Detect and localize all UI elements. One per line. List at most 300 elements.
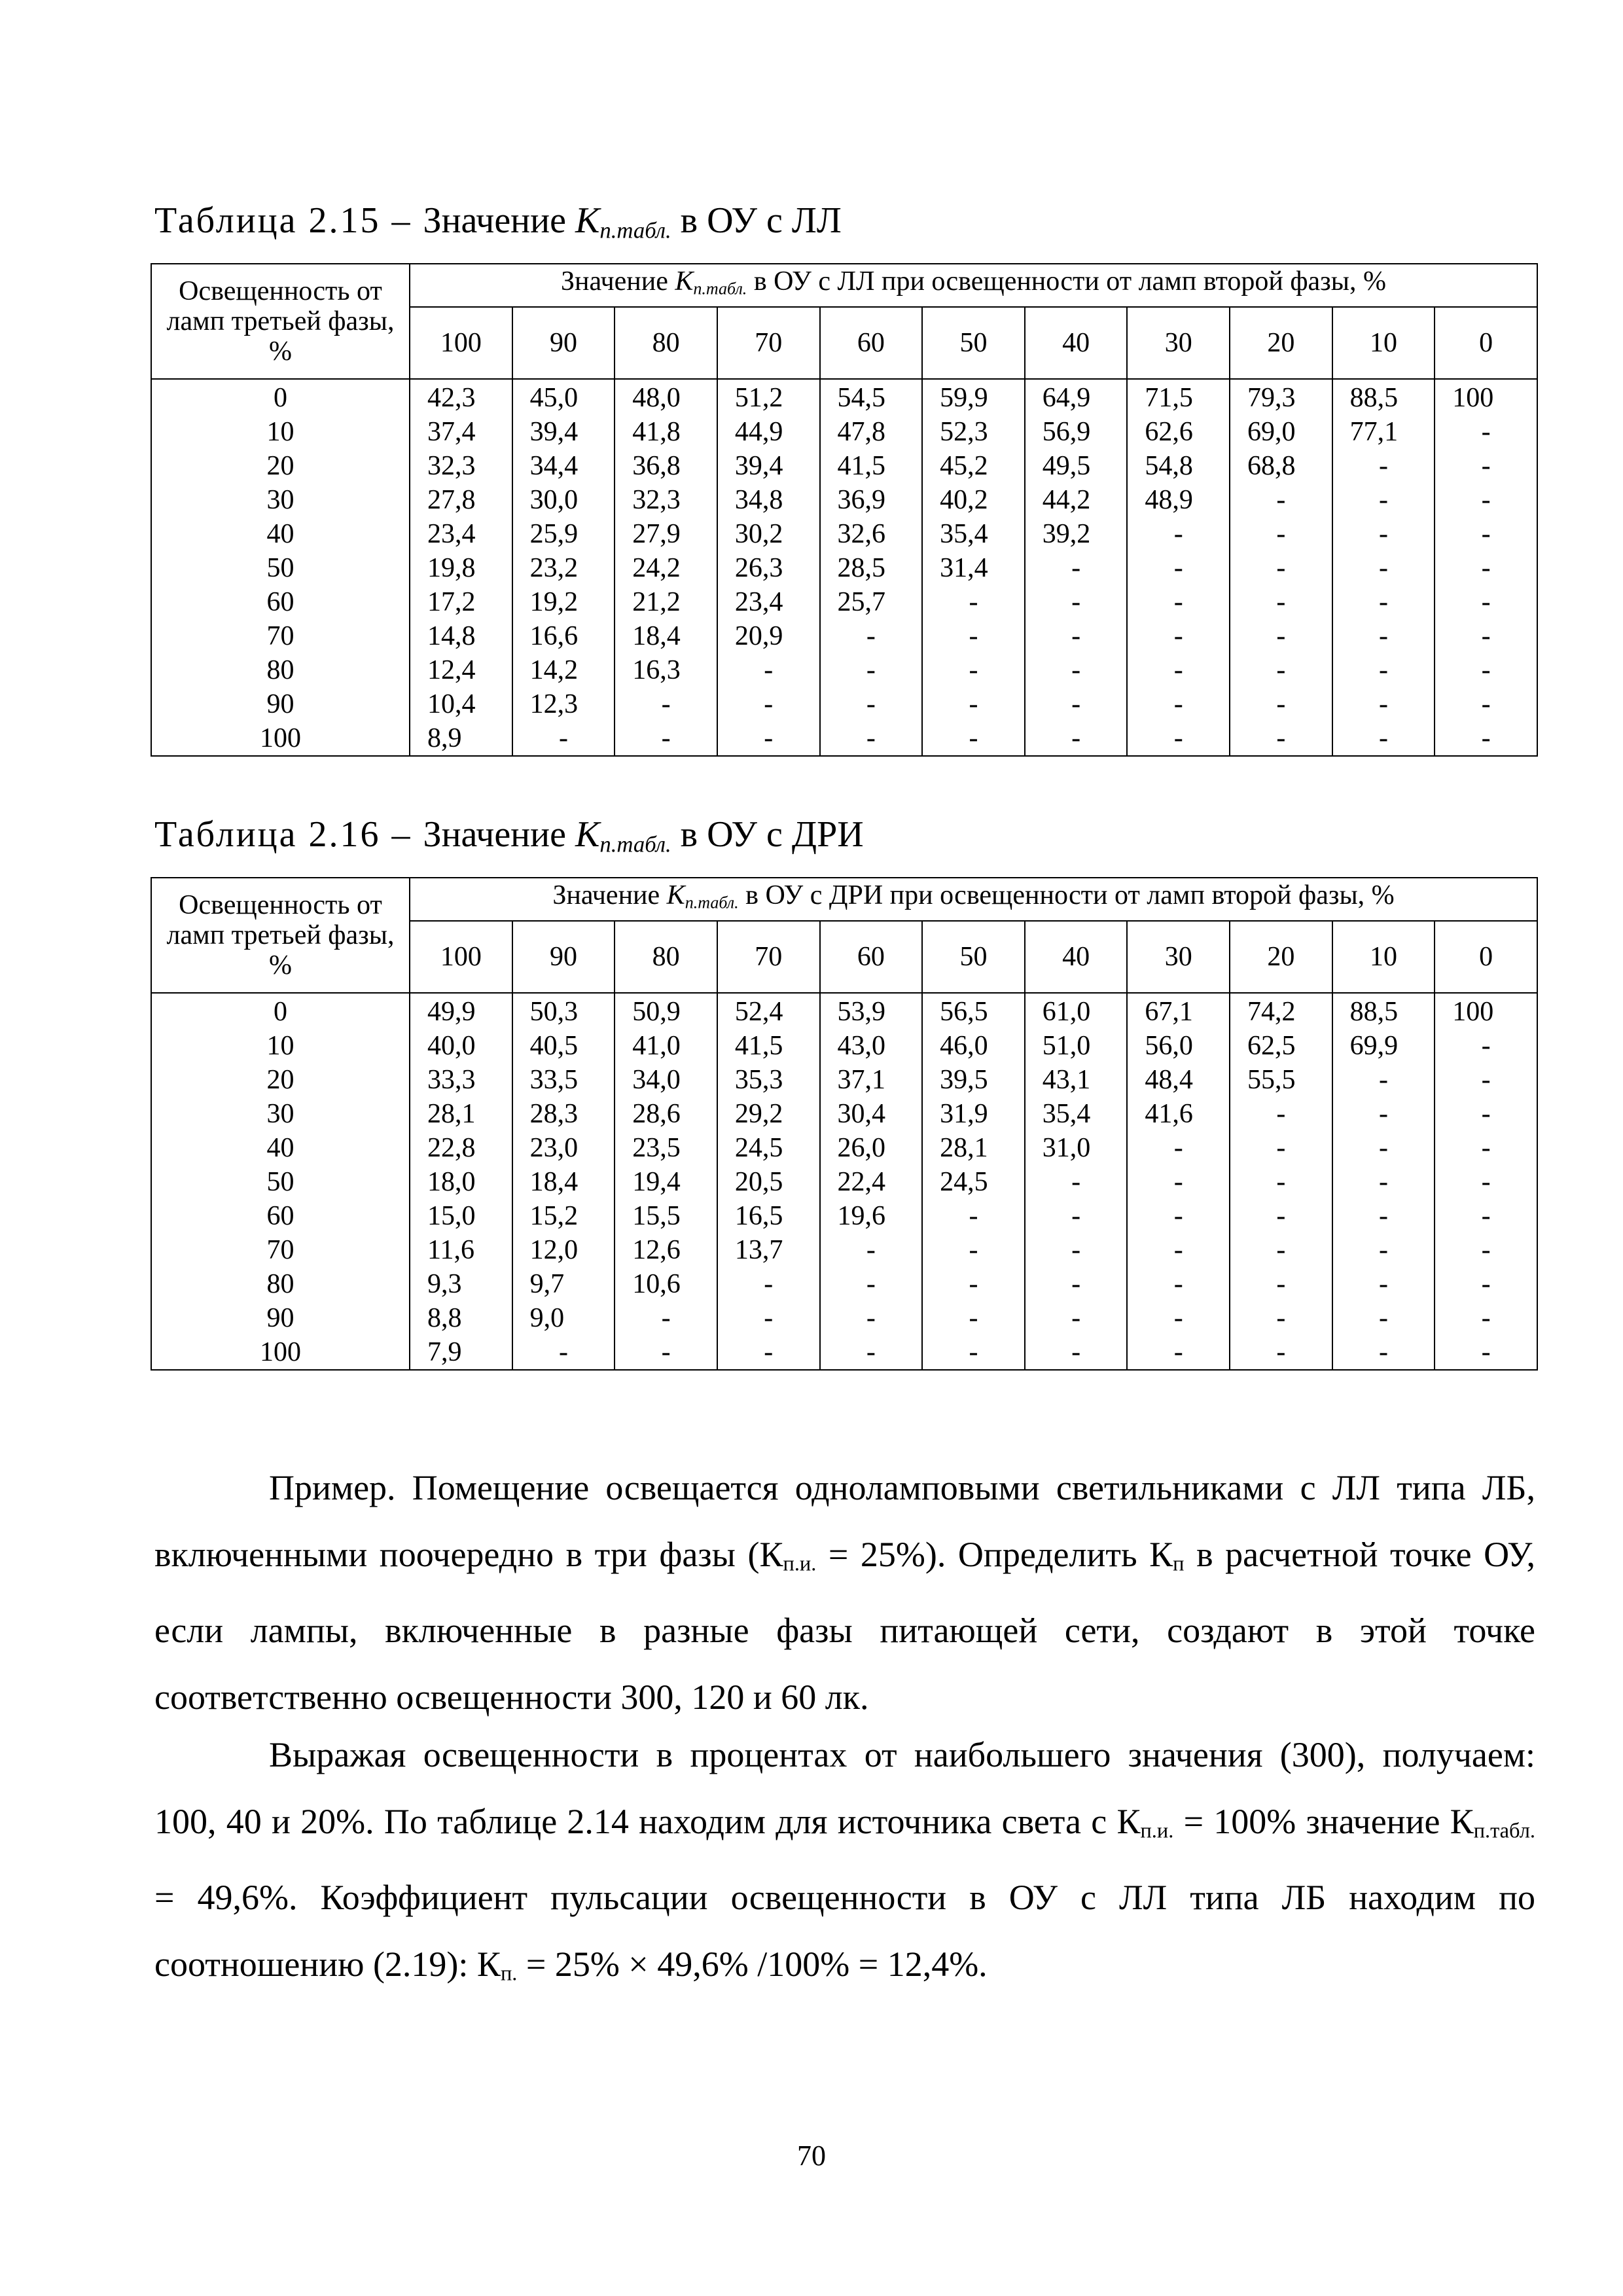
table-cell: - xyxy=(615,1301,717,1335)
column-header: 30 xyxy=(1127,307,1230,379)
table-cell: 34,4 xyxy=(512,449,615,483)
table-row xyxy=(151,517,1537,551)
table-cell: - xyxy=(1127,721,1230,756)
table-cell: 32,3 xyxy=(615,483,717,517)
table-cell: - xyxy=(820,721,923,756)
table-cell: 37,4 xyxy=(410,415,512,449)
page-number: 70 xyxy=(797,2140,826,2172)
table-cell: 64,9 xyxy=(1025,379,1128,415)
column-header: 100 xyxy=(410,307,512,379)
colgroup-symbol: K xyxy=(675,266,694,296)
table-row xyxy=(151,1335,1537,1370)
table-cell: - xyxy=(717,1267,820,1301)
table-cell: 39,4 xyxy=(717,449,820,483)
table-cell: - xyxy=(1332,1131,1435,1165)
table-cell: - xyxy=(922,1267,1025,1301)
p1-text-a: Пример. Помещение освещается одноламповыми светильниками с ЛЛ типа ЛБ, включенными поочередно в три фазы (К xyxy=(154,1468,1535,1574)
column-header: 80 xyxy=(615,921,717,993)
table-cell: - xyxy=(1230,1165,1332,1199)
table-cell: 19,4 xyxy=(615,1165,717,1199)
table-cell: - xyxy=(1230,517,1332,551)
p2-sub-1: п.и. xyxy=(1140,1819,1174,1843)
column-header: 0 xyxy=(1435,921,1537,993)
table-cell: - xyxy=(1435,721,1537,756)
table-row xyxy=(151,449,1537,483)
row-label: 30 xyxy=(151,1097,410,1131)
table-cell: 29,2 xyxy=(717,1097,820,1131)
column-header: 80 xyxy=(615,307,717,379)
table-cell: - xyxy=(1127,653,1230,687)
table-cell: - xyxy=(1127,585,1230,619)
table-cell: - xyxy=(1332,449,1435,483)
table-row xyxy=(151,687,1537,721)
table-cell: - xyxy=(1332,1199,1435,1233)
table-cell: 54,5 xyxy=(820,379,923,415)
table-cell: - xyxy=(1127,1301,1230,1335)
table-cell: 53,9 xyxy=(820,993,923,1029)
table-cell: - xyxy=(820,1301,923,1335)
table-cell: - xyxy=(1435,551,1537,585)
row-label: 50 xyxy=(151,1165,410,1199)
table-cell: - xyxy=(922,1199,1025,1233)
table-cell: - xyxy=(1025,1199,1128,1233)
caption-symbol: K xyxy=(575,814,600,855)
table-cell: - xyxy=(1025,619,1128,653)
table-cell: 44,2 xyxy=(1025,483,1128,517)
table-cell: - xyxy=(1230,687,1332,721)
table-cell: 18,0 xyxy=(410,1165,512,1199)
table-cell: 39,5 xyxy=(922,1063,1025,1097)
p2-sub-2: п.табл. xyxy=(1473,1819,1535,1843)
row-header: Освещенность от ламп третьей фазы, % xyxy=(151,264,410,379)
table-cell: 7,9 xyxy=(410,1335,512,1370)
table-cell: - xyxy=(1332,1335,1435,1370)
table-row xyxy=(151,551,1537,585)
table-cell: 39,2 xyxy=(1025,517,1128,551)
example-paragraph-2 xyxy=(154,1721,1535,2007)
table-cell: 28,3 xyxy=(512,1097,615,1131)
caption-symbol: K xyxy=(575,200,600,241)
table-cell: 28,5 xyxy=(820,551,923,585)
table-cell: - xyxy=(1025,1301,1128,1335)
table-cell: 62,6 xyxy=(1127,415,1230,449)
table-cell: - xyxy=(1230,1199,1332,1233)
table-cell: 28,1 xyxy=(410,1097,512,1131)
table-cell: 28,1 xyxy=(922,1131,1025,1165)
table-cell: - xyxy=(512,721,615,756)
table-cell: 15,0 xyxy=(410,1199,512,1233)
table-cell: - xyxy=(1435,449,1537,483)
table-cell: - xyxy=(1435,1063,1537,1097)
table-cell: - xyxy=(1230,551,1332,585)
table-cell: 27,8 xyxy=(410,483,512,517)
colgroup-subscript: п.табл. xyxy=(693,279,747,298)
table-cell: 16,3 xyxy=(615,653,717,687)
table-cell: 41,5 xyxy=(820,449,923,483)
table-cell: 61,0 xyxy=(1025,993,1128,1029)
caption-suffix: в ОУ с ЛЛ xyxy=(671,200,842,241)
table-cell: 31,4 xyxy=(922,551,1025,585)
table-cell: 35,4 xyxy=(1025,1097,1128,1131)
p2-text-d: = 25% × 49,6% /100% = 12,4%. xyxy=(517,1945,988,1984)
column-header: 20 xyxy=(1230,921,1332,993)
table-cell: 35,4 xyxy=(922,517,1025,551)
row-label: 80 xyxy=(151,653,410,687)
table-cell: - xyxy=(717,721,820,756)
colgroup-pre: Значение xyxy=(561,266,675,296)
column-header: 40 xyxy=(1025,921,1128,993)
table-cell: 41,5 xyxy=(717,1029,820,1063)
column-header: 100 xyxy=(410,921,512,993)
colgroup-post: в ОУ с ЛЛ при освещенности от ламп второй фазы, % xyxy=(747,266,1386,296)
table-cell: 71,5 xyxy=(1127,379,1230,415)
table-cell: 24,5 xyxy=(717,1131,820,1165)
table-cell: - xyxy=(1435,483,1537,517)
table-cell: 62,5 xyxy=(1230,1029,1332,1063)
table-cell: 51,2 xyxy=(717,379,820,415)
table-cell: 56,5 xyxy=(922,993,1025,1029)
table-cell: - xyxy=(922,1335,1025,1370)
table-cell: - xyxy=(1435,415,1537,449)
p1-sub-2: п xyxy=(1173,1552,1185,1576)
table-cell: - xyxy=(1435,619,1537,653)
table-cell: - xyxy=(1230,1131,1332,1165)
row-label: 50 xyxy=(151,551,410,585)
table-cell: 15,2 xyxy=(512,1199,615,1233)
table-cell: - xyxy=(1332,653,1435,687)
table-cell: - xyxy=(1230,1267,1332,1301)
table-cell: - xyxy=(1435,1301,1537,1335)
table-cell: 52,4 xyxy=(717,993,820,1029)
table-cell: 69,0 xyxy=(1230,415,1332,449)
table-cell: - xyxy=(717,1335,820,1370)
table-cell: 39,4 xyxy=(512,415,615,449)
table-cell: 41,6 xyxy=(1127,1097,1230,1131)
example-paragraph-1 xyxy=(154,1454,1535,1731)
table-cell: - xyxy=(1127,619,1230,653)
row-label: 40 xyxy=(151,1131,410,1165)
p2-text-b: = 100% значение К xyxy=(1173,1802,1474,1841)
table-cell: - xyxy=(1435,1029,1537,1063)
table-2-15 xyxy=(151,263,1538,757)
row-label: 70 xyxy=(151,1233,410,1267)
table-row xyxy=(151,993,1537,1029)
table-row xyxy=(151,619,1537,653)
colgroup-post: в ОУ с ДРИ при освещенности от ламп второй фазы, % xyxy=(738,880,1395,910)
table-row xyxy=(151,1097,1537,1131)
table-cell: - xyxy=(820,1267,923,1301)
table-cell: 42,3 xyxy=(410,379,512,415)
table-cell: 56,0 xyxy=(1127,1029,1230,1063)
table-cell: 25,7 xyxy=(820,585,923,619)
table-cell: 43,1 xyxy=(1025,1063,1128,1097)
table-cell: - xyxy=(1025,1335,1128,1370)
table-caption-2-15 xyxy=(154,200,842,244)
table-cell: 43,0 xyxy=(820,1029,923,1063)
table-cell: 26,3 xyxy=(717,551,820,585)
table-cell: 50,9 xyxy=(615,993,717,1029)
table-cell: - xyxy=(1025,687,1128,721)
table-cell: - xyxy=(1332,1063,1435,1097)
p1-sub-1: п.и. xyxy=(783,1552,817,1576)
table-cell: 49,9 xyxy=(410,993,512,1029)
table-cell: 23,2 xyxy=(512,551,615,585)
table-cell: 40,5 xyxy=(512,1029,615,1063)
table-cell: 33,3 xyxy=(410,1063,512,1097)
table-cell: - xyxy=(922,585,1025,619)
table-cell: - xyxy=(1435,585,1537,619)
table-cell: - xyxy=(1127,517,1230,551)
table-cell: - xyxy=(820,619,923,653)
table-cell: - xyxy=(1332,721,1435,756)
table-cell: 23,5 xyxy=(615,1131,717,1165)
table-cell: 40,2 xyxy=(922,483,1025,517)
table-cell: 48,4 xyxy=(1127,1063,1230,1097)
column-header: 90 xyxy=(512,921,615,993)
table-cell: 28,6 xyxy=(615,1097,717,1131)
row-label: 90 xyxy=(151,1301,410,1335)
table-cell: - xyxy=(1025,1165,1128,1199)
table-cell: 16,6 xyxy=(512,619,615,653)
table-cell: - xyxy=(1332,551,1435,585)
table-cell: 47,8 xyxy=(820,415,923,449)
table-cell: 100 xyxy=(1435,993,1537,1029)
table-cell: 68,8 xyxy=(1230,449,1332,483)
table-cell: - xyxy=(717,653,820,687)
table-cell: - xyxy=(717,687,820,721)
column-header: 40 xyxy=(1025,307,1128,379)
table-cell: 48,9 xyxy=(1127,483,1230,517)
row-label: 20 xyxy=(151,1063,410,1097)
table-cell: - xyxy=(820,653,923,687)
column-header: 60 xyxy=(820,921,923,993)
column-header: 30 xyxy=(1127,921,1230,993)
table-cell: 9,3 xyxy=(410,1267,512,1301)
column-header: 50 xyxy=(922,307,1025,379)
table-cell: - xyxy=(1025,653,1128,687)
table-cell: - xyxy=(922,721,1025,756)
table-cell: 20,5 xyxy=(717,1165,820,1199)
table-cell: 15,5 xyxy=(615,1199,717,1233)
table-cell: 10,4 xyxy=(410,687,512,721)
table-cell: - xyxy=(1435,517,1537,551)
table-cell: 24,5 xyxy=(922,1165,1025,1199)
caption-label: Таблица 2.15 – xyxy=(154,200,423,241)
caption-suffix: в ОУ с ДРИ xyxy=(671,814,864,855)
table-cell: 30,2 xyxy=(717,517,820,551)
table-cell: - xyxy=(820,1233,923,1267)
table-cell: - xyxy=(1230,619,1332,653)
p1-text-b: = 25%). Определить К xyxy=(816,1535,1173,1574)
row-label: 70 xyxy=(151,619,410,653)
table-row xyxy=(151,585,1537,619)
table-cell: 51,0 xyxy=(1025,1029,1128,1063)
row-label: 100 xyxy=(151,721,410,756)
table-cell: 37,1 xyxy=(820,1063,923,1097)
table-cell: - xyxy=(1025,551,1128,585)
table-row xyxy=(151,721,1537,756)
table-cell: - xyxy=(1127,1335,1230,1370)
table-cell: 9,7 xyxy=(512,1267,615,1301)
table-cell: - xyxy=(1332,1301,1435,1335)
table-cell: 26,0 xyxy=(820,1131,923,1165)
table-cell: - xyxy=(1435,1233,1537,1267)
table-cell: 31,0 xyxy=(1025,1131,1128,1165)
table-cell: 30,0 xyxy=(512,483,615,517)
column-header: 70 xyxy=(717,921,820,993)
row-label: 80 xyxy=(151,1267,410,1301)
row-label: 30 xyxy=(151,483,410,517)
table-cell: - xyxy=(922,687,1025,721)
table-cell: 79,3 xyxy=(1230,379,1332,415)
table-cell: 27,9 xyxy=(615,517,717,551)
table-cell: 67,1 xyxy=(1127,993,1230,1029)
table-cell: 36,8 xyxy=(615,449,717,483)
table-cell: 9,0 xyxy=(512,1301,615,1335)
table-row xyxy=(151,1131,1537,1165)
table-row xyxy=(151,415,1537,449)
table-cell: - xyxy=(820,687,923,721)
column-header: 10 xyxy=(1332,921,1435,993)
table-cell: - xyxy=(1230,1301,1332,1335)
table-row xyxy=(151,1301,1537,1335)
p2-text-a: Выражая освещенности в процентах от наибольшего значения (300), получаем: 100, 40 и 20%. По таблице 2.14 находим для источника света с К xyxy=(154,1735,1535,1841)
column-group-header xyxy=(410,878,1537,921)
table-cell: - xyxy=(1025,1267,1128,1301)
table-cell: 88,5 xyxy=(1332,993,1435,1029)
colgroup-subscript: п.табл. xyxy=(685,893,739,912)
caption-text: Значение xyxy=(423,200,566,241)
table-cell: 52,3 xyxy=(922,415,1025,449)
table-row xyxy=(151,653,1537,687)
table-cell: 32,6 xyxy=(820,517,923,551)
row-header: Освещенность от ламп третьей фазы, % xyxy=(151,878,410,993)
table-cell: 54,8 xyxy=(1127,449,1230,483)
table-cell: 41,0 xyxy=(615,1029,717,1063)
table-cell: 45,0 xyxy=(512,379,615,415)
table-cell: 14,2 xyxy=(512,653,615,687)
p2-sub-3: п. xyxy=(500,1962,518,1986)
row-label: 100 xyxy=(151,1335,410,1370)
table-cell: - xyxy=(922,619,1025,653)
table-cell: - xyxy=(1025,585,1128,619)
table-cell: - xyxy=(1127,1131,1230,1165)
table-cell: 20,9 xyxy=(717,619,820,653)
table-cell: - xyxy=(1332,619,1435,653)
row-label: 10 xyxy=(151,415,410,449)
table-cell: 77,1 xyxy=(1332,415,1435,449)
table-cell: 36,9 xyxy=(820,483,923,517)
table-cell: 55,5 xyxy=(1230,1063,1332,1097)
table-row xyxy=(151,1165,1537,1199)
p2-text-c: = 49,6%. Коэффициент пульсации освещенности в ОУ с ЛЛ типа ЛБ находим по соотношению (2.19): К xyxy=(154,1878,1535,1984)
table-cell: - xyxy=(1435,653,1537,687)
table-cell: 19,2 xyxy=(512,585,615,619)
table-cell: 44,9 xyxy=(717,415,820,449)
table-cell: - xyxy=(1025,721,1128,756)
table-cell: 32,3 xyxy=(410,449,512,483)
table-cell: 56,9 xyxy=(1025,415,1128,449)
table-cell: 8,9 xyxy=(410,721,512,756)
table-cell: 12,0 xyxy=(512,1233,615,1267)
table-cell: - xyxy=(615,687,717,721)
table-cell: 23,4 xyxy=(410,517,512,551)
table-cell: 18,4 xyxy=(615,619,717,653)
table-cell: - xyxy=(922,1301,1025,1335)
table-cell: - xyxy=(1332,517,1435,551)
table-cell: - xyxy=(1127,551,1230,585)
table-cell: - xyxy=(1435,1097,1537,1131)
table-row xyxy=(151,1233,1537,1267)
table-cell: - xyxy=(1435,1199,1537,1233)
column-header: 70 xyxy=(717,307,820,379)
table-cell: - xyxy=(1332,687,1435,721)
caption-subscript: п.табл. xyxy=(599,217,671,243)
row-label: 40 xyxy=(151,517,410,551)
table-cell: 24,2 xyxy=(615,551,717,585)
row-label: 60 xyxy=(151,585,410,619)
table-cell: - xyxy=(1332,1267,1435,1301)
table-cell: 34,8 xyxy=(717,483,820,517)
table-cell: 12,4 xyxy=(410,653,512,687)
column-header: 20 xyxy=(1230,307,1332,379)
column-header: 0 xyxy=(1435,307,1537,379)
table-cell: - xyxy=(1127,1165,1230,1199)
row-label: 20 xyxy=(151,449,410,483)
colgroup-pre: Значение xyxy=(552,880,667,910)
row-label: 0 xyxy=(151,379,410,415)
table-cell: - xyxy=(1435,1335,1537,1370)
table-cell: 13,7 xyxy=(717,1233,820,1267)
table-row xyxy=(151,1063,1537,1097)
table-cell: - xyxy=(1127,1233,1230,1267)
table-cell: - xyxy=(1230,585,1332,619)
table-row xyxy=(151,1199,1537,1233)
table-cell: 34,0 xyxy=(615,1063,717,1097)
table-cell: 23,0 xyxy=(512,1131,615,1165)
table-cell: 50,3 xyxy=(512,993,615,1029)
column-header: 50 xyxy=(922,921,1025,993)
colgroup-symbol: K xyxy=(666,880,685,910)
table-cell: 45,2 xyxy=(922,449,1025,483)
table-cell: - xyxy=(1332,1233,1435,1267)
table-cell: - xyxy=(1435,687,1537,721)
table-cell: 33,5 xyxy=(512,1063,615,1097)
table-row xyxy=(151,379,1537,415)
table-cell: 35,3 xyxy=(717,1063,820,1097)
table-cell: 12,6 xyxy=(615,1233,717,1267)
table-cell: - xyxy=(1025,1233,1128,1267)
table-cell: - xyxy=(1230,483,1332,517)
row-label: 10 xyxy=(151,1029,410,1063)
table-cell: 18,4 xyxy=(512,1165,615,1199)
caption-label: Таблица 2.16 – xyxy=(154,814,423,855)
table-cell: - xyxy=(922,1233,1025,1267)
table-cell: 48,0 xyxy=(615,379,717,415)
table-cell: 46,0 xyxy=(922,1029,1025,1063)
table-cell: 23,4 xyxy=(717,585,820,619)
table-cell: 74,2 xyxy=(1230,993,1332,1029)
table-cell: 100 xyxy=(1435,379,1537,415)
table-cell: 8,8 xyxy=(410,1301,512,1335)
table-cell: 21,2 xyxy=(615,585,717,619)
table-cell: - xyxy=(1435,1165,1537,1199)
table-cell: 40,0 xyxy=(410,1029,512,1063)
column-header: 10 xyxy=(1332,307,1435,379)
table-cell: 19,6 xyxy=(820,1199,923,1233)
table-cell: - xyxy=(1230,1335,1332,1370)
table-row xyxy=(151,483,1537,517)
